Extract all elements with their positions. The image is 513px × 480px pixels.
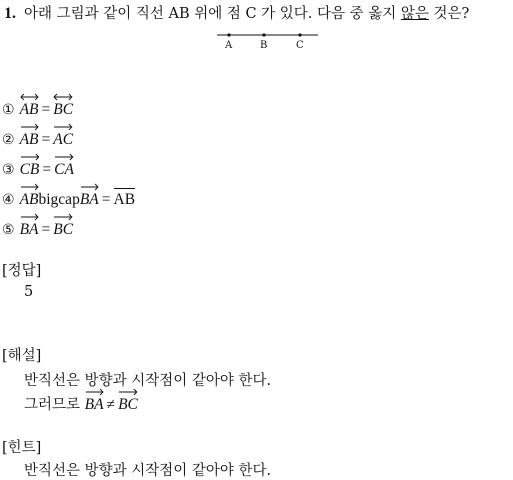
ray-ab: AB <box>20 182 39 209</box>
choice-5 <box>2 212 73 239</box>
choice-marker: ① <box>2 102 15 118</box>
double-arrow-icon <box>20 92 39 101</box>
choice-4 <box>2 182 135 209</box>
choice-marker: ③ <box>2 162 15 178</box>
right-arrow-icon <box>20 182 39 191</box>
choice-marker: ② <box>2 132 15 148</box>
right-arrow-icon <box>85 387 104 396</box>
equals-sign: = <box>41 221 51 238</box>
label-c: C <box>296 40 304 51</box>
ray-cb: CB <box>20 152 40 179</box>
choice-3 <box>2 152 74 179</box>
choice-marker: ④ <box>2 192 15 208</box>
ray-ba: BA <box>80 182 99 209</box>
ray-bc: BC <box>118 387 138 414</box>
point-a <box>227 33 230 36</box>
right-arrow-icon <box>118 387 138 396</box>
label-a: A <box>225 40 233 51</box>
right-arrow-icon <box>20 152 40 161</box>
point-c <box>298 33 301 36</box>
equals-sign: = <box>41 101 51 118</box>
label-b: B <box>260 40 268 51</box>
ray-ba: BA <box>85 387 104 414</box>
ray-ca: CA <box>54 152 74 179</box>
question-underlined-word: 않은 <box>400 6 429 22</box>
question-number: 1. <box>4 5 16 22</box>
line-ab: AB <box>20 92 39 119</box>
question-text-before: 아래 그림과 같이 직선 AB 위에 점 C 가 있다. 다음 중 옳지 <box>24 6 401 22</box>
equals-sign: = <box>41 131 51 148</box>
segment-ab: AB <box>114 188 136 209</box>
question-line <box>4 2 469 23</box>
choice-2 <box>2 122 73 149</box>
answer-heading: [정답] <box>2 263 42 279</box>
right-arrow-icon <box>53 122 73 131</box>
ray-ac: AC <box>53 122 73 149</box>
hint-heading: [힌트] <box>2 440 42 456</box>
answer-value: 5 <box>24 284 34 300</box>
right-arrow-icon <box>80 182 99 191</box>
right-arrow-icon <box>53 212 73 221</box>
hint-text: 반직선은 방향과 시작점이 같아야 한다. <box>24 463 272 479</box>
choice-1 <box>2 92 73 119</box>
right-arrow-icon <box>20 122 39 131</box>
right-arrow-icon <box>54 152 74 161</box>
double-arrow-icon <box>53 92 73 101</box>
not-equal-sign: ≠ <box>106 396 116 413</box>
explanation-line-2: 그러므로 BA ≠ BC <box>24 387 138 414</box>
equals-sign: = <box>42 161 52 178</box>
ray-ba: BA <box>20 212 39 239</box>
point-b <box>262 33 265 36</box>
bigcap-text: bigcap <box>38 191 80 208</box>
ray-bc: BC <box>53 212 73 239</box>
question-text-after: 것은? <box>428 6 470 22</box>
line-bc: BC <box>53 92 73 119</box>
line-figure <box>215 28 320 58</box>
right-arrow-icon <box>20 212 39 221</box>
choice-marker: ⑤ <box>2 222 15 238</box>
ray-ab: AB <box>20 122 39 149</box>
explanation-heading: [해설] <box>2 348 42 364</box>
equals-sign: = <box>101 191 111 208</box>
explanation-line-1: 반직선은 방향과 시작점이 같아야 한다. <box>24 373 272 389</box>
